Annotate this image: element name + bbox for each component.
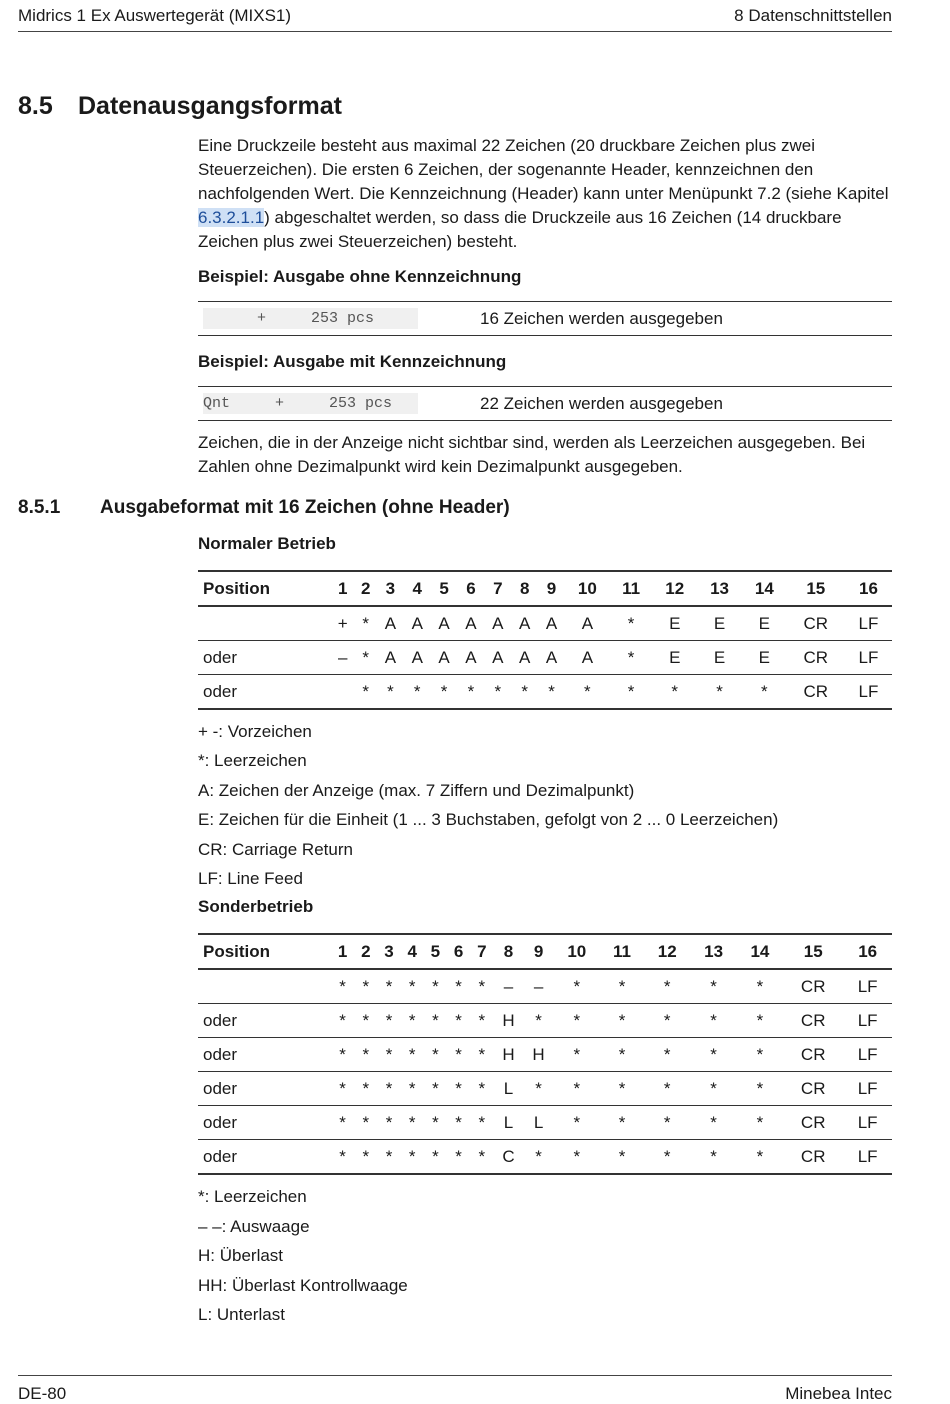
- header-cell-13: 13: [690, 934, 736, 969]
- example1-heading: Beispiel: Ausgabe ohne Kennzeichnung: [198, 267, 522, 286]
- table-cell: *: [354, 1106, 377, 1140]
- table-cell: *: [377, 1106, 400, 1140]
- legend-item: A: Zeichen der Anzeige (max. 7 Ziffern und Dezimalpunkt): [198, 780, 635, 800]
- table-cell: *: [354, 1140, 377, 1175]
- table-cell: E: [652, 606, 697, 641]
- header-cell-2: 2: [354, 934, 377, 969]
- table-row: [198, 606, 892, 641]
- table-cell: LF: [843, 1106, 892, 1140]
- table-cell: *: [554, 1004, 600, 1038]
- header-cell-12: 12: [644, 934, 690, 969]
- header-cell-16: 16: [843, 934, 892, 969]
- table-cell: *: [600, 1072, 644, 1106]
- table-cell: *: [331, 1106, 354, 1140]
- table-header-row: [198, 934, 892, 969]
- example1-description: 16 Zeichen werden ausgegeben: [480, 308, 723, 328]
- table-row: [198, 1038, 892, 1072]
- table-cell: *: [554, 969, 600, 1004]
- table-cell: LF: [843, 1072, 892, 1106]
- section-title: Datenausgangsformat: [78, 92, 342, 120]
- normal-format-table: [198, 570, 892, 710]
- table-cell: A: [484, 641, 511, 675]
- table-cell: *: [690, 1004, 736, 1038]
- legend-item: *: Leerzeichen: [198, 1187, 307, 1207]
- section-number: 8.5: [18, 92, 53, 120]
- header-cell-11: 11: [600, 934, 644, 969]
- table-cell: LF: [843, 969, 892, 1004]
- table-cell: oder: [198, 1106, 331, 1140]
- subsection-body: [198, 534, 892, 1329]
- normal-legend: [198, 717, 892, 893]
- header-cell-7: 7: [470, 934, 493, 969]
- table-cell: *: [690, 1106, 736, 1140]
- table-cell: *: [470, 969, 493, 1004]
- table-cell: *: [401, 1140, 424, 1175]
- header-cell-16: 16: [845, 571, 892, 606]
- header-cell-9: 9: [524, 934, 554, 969]
- table-cell: *: [401, 969, 424, 1004]
- header-cell-8: 8: [511, 571, 538, 606]
- table-cell: E: [742, 606, 787, 641]
- table-cell: A: [377, 641, 404, 675]
- table-header-row: [198, 571, 892, 606]
- example2-code: Qnt + 253 pcs: [203, 393, 418, 414]
- table-cell: *: [447, 1038, 470, 1072]
- table-cell: *: [355, 675, 377, 710]
- table-cell: *: [377, 1140, 400, 1175]
- table-cell: *: [737, 1106, 783, 1140]
- table-cell: *: [600, 1004, 644, 1038]
- legend-item: CR: Carriage Return: [198, 839, 353, 859]
- header-cell-13: 13: [697, 571, 742, 606]
- table-cell: *: [554, 1038, 600, 1072]
- table-row: [198, 641, 892, 675]
- table-cell: *: [554, 1140, 600, 1175]
- table-cell: *: [524, 1140, 554, 1175]
- subsection-title: Ausgabeformat mit 16 Zeichen (ohne Header): [100, 497, 510, 518]
- table-row: [198, 1106, 892, 1140]
- table-cell: oder: [198, 641, 331, 675]
- table-row: [198, 1140, 892, 1175]
- header-cell-15: 15: [783, 934, 843, 969]
- header-cell-9: 9: [538, 571, 565, 606]
- section-body: [198, 134, 892, 479]
- table-cell: A: [511, 606, 538, 641]
- table-cell: CR: [783, 1106, 843, 1140]
- header-cell-2: 2: [355, 571, 377, 606]
- table-cell: *: [377, 1038, 400, 1072]
- table-cell: *: [331, 1072, 354, 1106]
- table-cell: LF: [845, 641, 892, 675]
- table-cell: C: [493, 1140, 523, 1175]
- table-cell: *: [610, 641, 653, 675]
- table-cell: –: [493, 969, 523, 1004]
- table-cell: –: [331, 641, 355, 675]
- table-cell: *: [737, 1038, 783, 1072]
- table-cell: CR: [787, 606, 845, 641]
- header-cell-4: 4: [404, 571, 431, 606]
- table-cell: E: [697, 641, 742, 675]
- table-cell: CR: [783, 1038, 843, 1072]
- table-cell: *: [331, 1038, 354, 1072]
- footer-company: Minebea Intec: [785, 1384, 892, 1403]
- table-row: [198, 969, 892, 1004]
- table-cell: *: [644, 1072, 690, 1106]
- legend-item: LF: Line Feed: [198, 869, 303, 889]
- table-cell: A: [538, 606, 565, 641]
- table-cell: CR: [783, 1072, 843, 1106]
- table-cell: *: [524, 1004, 554, 1038]
- header-cell-6: 6: [458, 571, 485, 606]
- table-cell: *: [524, 1072, 554, 1106]
- section-heading: [18, 92, 342, 121]
- special-format-table: [198, 933, 892, 1175]
- table-cell: A: [458, 606, 485, 641]
- table-cell: A: [404, 641, 431, 675]
- table-cell: LF: [845, 675, 892, 710]
- table-cell: *: [690, 1038, 736, 1072]
- header-cell-14: 14: [737, 934, 783, 969]
- table-cell: [198, 606, 331, 641]
- table-cell: *: [401, 1106, 424, 1140]
- table-cell: LF: [843, 1038, 892, 1072]
- table-cell: *: [610, 606, 653, 641]
- header-cell-4: 4: [401, 934, 424, 969]
- table-cell: *: [354, 969, 377, 1004]
- intro-text-start: Eine Druckzeile besteht aus maximal 22 Zeichen (20 druckbare Zeichen plus zwei Steuerzeichen). Die ersten 6 Zeichen, der sogenannte Header, kennzeichnen den nachfolgenden Wert. Die Kennzeichnung (Header) kann unter Menüpunkt 7.2 (siehe Kapitel: [198, 136, 889, 203]
- subsection-heading: [18, 497, 510, 519]
- legend-item: HH: Überlast Kontrollwaage: [198, 1275, 408, 1295]
- table-cell: *: [431, 675, 458, 710]
- intro-text-end: ) abgeschaltet werden, so dass die Druckzeile aus 16 Zeichen (14 druckbare Zeichen plus zwei Steuerzeichen) besteht.: [198, 208, 842, 251]
- table-cell: *: [644, 1038, 690, 1072]
- table-cell: oder: [198, 1072, 331, 1106]
- table-cell: E: [742, 641, 787, 675]
- table-cell: *: [565, 675, 610, 710]
- table-cell: *: [644, 1106, 690, 1140]
- table-cell: *: [600, 1106, 644, 1140]
- header-cell-1: 1: [331, 571, 355, 606]
- table-cell: *: [610, 675, 653, 710]
- table-cell: *: [554, 1106, 600, 1140]
- header-cell-position: Position: [198, 571, 331, 606]
- table-cell: CR: [787, 641, 845, 675]
- table-cell: LF: [845, 606, 892, 641]
- table-cell: *: [470, 1106, 493, 1140]
- table-cell: oder: [198, 675, 331, 710]
- table-cell: *: [600, 1140, 644, 1175]
- table-cell: A: [565, 641, 610, 675]
- table-cell: *: [424, 1072, 447, 1106]
- table-cell: oder: [198, 1004, 331, 1038]
- table-cell: E: [697, 606, 742, 641]
- table-cell: *: [737, 969, 783, 1004]
- example2-row: [198, 386, 892, 421]
- table-cell: A: [458, 641, 485, 675]
- table-cell: CR: [783, 1140, 843, 1175]
- table-cell: A: [431, 641, 458, 675]
- table-cell: *: [377, 675, 404, 710]
- header-cell-7: 7: [484, 571, 511, 606]
- table-row: [198, 1072, 892, 1106]
- legend-item: – –: Auswaage: [198, 1216, 310, 1236]
- table-cell: *: [644, 1140, 690, 1175]
- table-cell: CR: [783, 1004, 843, 1038]
- table-cell: A: [565, 606, 610, 641]
- table-cell: *: [377, 1004, 400, 1038]
- table-cell: *: [737, 1140, 783, 1175]
- header-cell-10: 10: [565, 571, 610, 606]
- table-cell: A: [484, 606, 511, 641]
- table-cell: *: [697, 675, 742, 710]
- table-cell: *: [424, 1106, 447, 1140]
- table-cell: CR: [787, 675, 845, 710]
- header-cell-6: 6: [447, 934, 470, 969]
- table-cell: *: [600, 969, 644, 1004]
- table-cell: *: [424, 1140, 447, 1175]
- header-cell-1: 1: [331, 934, 354, 969]
- legend-item: + -: Vorzeichen: [198, 722, 312, 741]
- header-cell-12: 12: [652, 571, 697, 606]
- table-row: [198, 1004, 892, 1038]
- table-cell: *: [354, 1038, 377, 1072]
- table-cell: *: [690, 969, 736, 1004]
- table-cell: *: [644, 969, 690, 1004]
- legend-item: E: Zeichen für die Einheit (1 ... 3 Buchstaben, gefolgt von 2 ... 0 Leerzeichen): [198, 810, 779, 830]
- table-cell: A: [431, 606, 458, 641]
- note-paragraph: Zeichen, die in der Anzeige nicht sichtbar sind, werden als Leerzeichen ausgegeben. Bei Zahlen ohne Dezimalpunkt wird kein Dezimalpunkt ausgegeben.: [198, 433, 866, 476]
- table-cell: oder: [198, 1140, 331, 1175]
- header-title: Midrics 1 Ex Auswertegerät (MIXS1): [18, 6, 292, 25]
- table-cell: LF: [843, 1140, 892, 1175]
- table-cell: *: [447, 1072, 470, 1106]
- table-cell: oder: [198, 1038, 331, 1072]
- table-cell: LF: [843, 1004, 892, 1038]
- table-cell: *: [401, 1038, 424, 1072]
- chapter-link[interactable]: 6.3.2.1.1: [198, 208, 265, 227]
- header-cell-8: 8: [493, 934, 523, 969]
- table-cell: *: [737, 1004, 783, 1038]
- table-cell: *: [470, 1140, 493, 1175]
- normal-heading: Normaler Betrieb: [198, 534, 336, 553]
- table-row: [198, 675, 892, 710]
- table-cell: A: [511, 641, 538, 675]
- table-cell: *: [652, 675, 697, 710]
- table-cell: *: [355, 641, 377, 675]
- table-cell: *: [447, 1140, 470, 1175]
- table-cell: *: [447, 969, 470, 1004]
- table-cell: *: [377, 969, 400, 1004]
- table-cell: *: [401, 1004, 424, 1038]
- table-cell: *: [424, 1004, 447, 1038]
- table-cell: *: [355, 606, 377, 641]
- subsection-number: 8.5.1: [18, 497, 61, 518]
- header-cell-15: 15: [787, 571, 845, 606]
- example2-description: 22 Zeichen werden ausgegeben: [480, 393, 723, 413]
- table-cell: *: [424, 1038, 447, 1072]
- table-cell: A: [377, 606, 404, 641]
- table-cell: A: [538, 641, 565, 675]
- table-cell: *: [484, 675, 511, 710]
- table-cell: +: [331, 606, 355, 641]
- table-cell: *: [737, 1072, 783, 1106]
- table-cell: L: [493, 1106, 523, 1140]
- table-cell: CR: [783, 969, 843, 1004]
- table-cell: H: [493, 1004, 523, 1038]
- example2-heading: Beispiel: Ausgabe mit Kennzeichnung: [198, 352, 507, 371]
- table-cell: *: [511, 675, 538, 710]
- table-cell: *: [424, 969, 447, 1004]
- table-cell: H: [493, 1038, 523, 1072]
- table-cell: *: [470, 1072, 493, 1106]
- table-cell: *: [447, 1106, 470, 1140]
- header-cell-3: 3: [377, 934, 400, 969]
- table-cell: E: [652, 641, 697, 675]
- header-cell-5: 5: [431, 571, 458, 606]
- table-cell: *: [331, 1004, 354, 1038]
- table-cell: *: [331, 969, 354, 1004]
- table-cell: *: [600, 1038, 644, 1072]
- table-cell: *: [377, 1072, 400, 1106]
- example1-code: + 253 pcs: [203, 308, 418, 329]
- table-cell: *: [554, 1072, 600, 1106]
- special-heading: Sonderbetrieb: [198, 897, 314, 917]
- header-cell-14: 14: [742, 571, 787, 606]
- table-cell: [198, 969, 331, 1004]
- header-cell-10: 10: [554, 934, 600, 969]
- table-cell: *: [401, 1072, 424, 1106]
- header-cell-3: 3: [377, 571, 404, 606]
- table-cell: L: [493, 1072, 523, 1106]
- table-cell: *: [354, 1004, 377, 1038]
- table-cell: A: [404, 606, 431, 641]
- table-cell: *: [354, 1072, 377, 1106]
- header-cell-5: 5: [424, 934, 447, 969]
- header-chapter: 8 Datenschnittstellen: [734, 6, 892, 25]
- special-legend: [198, 1182, 892, 1329]
- legend-item: *: Leerzeichen: [198, 751, 307, 771]
- legend-item: H: Überlast: [198, 1246, 284, 1266]
- header-cell-11: 11: [610, 571, 653, 606]
- intro-paragraph: [198, 134, 892, 254]
- table-cell: *: [690, 1140, 736, 1175]
- table-cell: *: [458, 675, 485, 710]
- table-cell: *: [331, 1140, 354, 1175]
- table-cell: [331, 675, 355, 710]
- table-cell: –: [524, 969, 554, 1004]
- page-footer: [18, 1375, 892, 1404]
- example1-row: [198, 301, 892, 336]
- table-cell: *: [538, 675, 565, 710]
- page-header: [18, 5, 892, 32]
- legend-item: L: Unterlast: [198, 1305, 285, 1325]
- table-cell: *: [742, 675, 787, 710]
- table-cell: *: [470, 1038, 493, 1072]
- table-cell: *: [470, 1004, 493, 1038]
- table-cell: *: [644, 1004, 690, 1038]
- table-cell: *: [404, 675, 431, 710]
- table-cell: L: [524, 1106, 554, 1140]
- table-cell: *: [447, 1004, 470, 1038]
- footer-page-number: DE-80: [18, 1384, 67, 1403]
- header-cell-position: Position: [198, 934, 331, 969]
- table-cell: *: [690, 1072, 736, 1106]
- table-cell: H: [524, 1038, 554, 1072]
